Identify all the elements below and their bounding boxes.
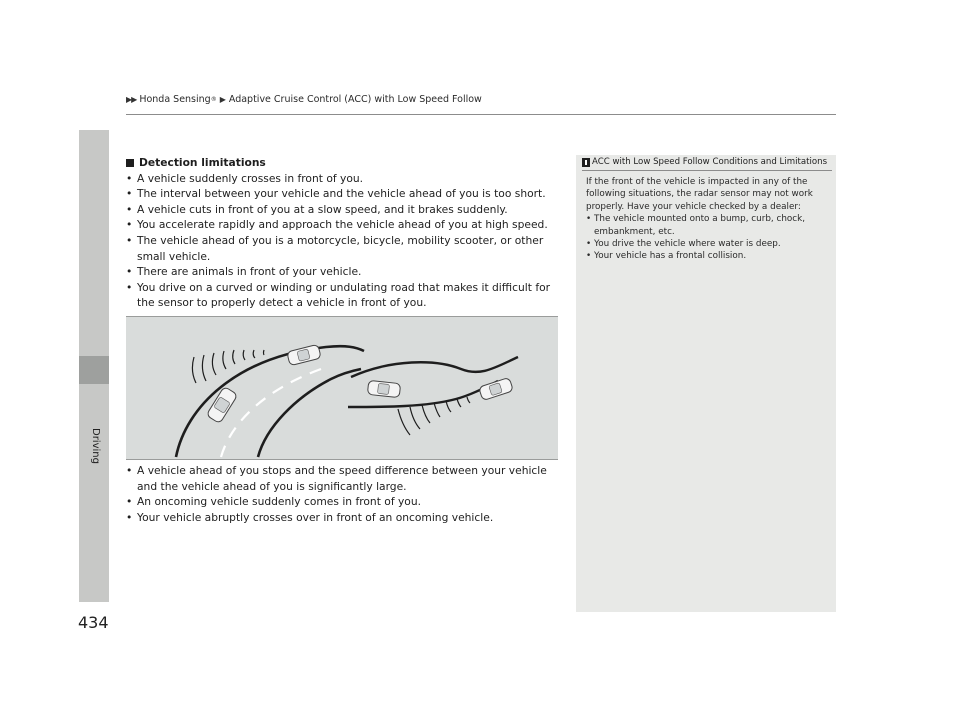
note-intro: If the front of the vehicle is impacted in any of the following situations, the radar sensor may not work properly. Have your vehicle checked by a dealer: (586, 177, 813, 212)
section-heading-text: Detection limitations (139, 156, 266, 169)
list-item: • The vehicle ahead of you is a motorcycle, bicycle, mobility scooter, or other small vehicle. (126, 233, 560, 264)
road-edge-inner (258, 369, 361, 457)
list-item: • A vehicle cuts in front of you at a slow speed, and it brakes suddenly. (126, 202, 560, 218)
header-divider (126, 114, 836, 115)
list-item: • A vehicle ahead of you stops and the speed difference between your vehicle and the vehicle ahead of you is significantly large. (126, 463, 560, 494)
page-number: 434 (78, 613, 109, 632)
list-item: • A vehicle suddenly crosses in front of you. (126, 171, 560, 187)
breadcrumb-arrow-icon: ▶▶ (126, 95, 137, 104)
vehicle-left-main (206, 386, 238, 423)
lane-marking (221, 369, 321, 457)
road-edge-outer (176, 346, 364, 457)
breadcrumb-level1[interactable]: Honda Sensing (139, 94, 211, 105)
note-title-text: ACC with Low Speed Follow Conditions and Limitations (592, 157, 828, 167)
road-edge-right-top (351, 357, 518, 377)
limitations-list-continued (126, 463, 560, 525)
vehicle-right-ahead (367, 380, 400, 397)
main-content-continued (126, 463, 560, 525)
list-item: • Your vehicle abruptly crosses over in front of an oncoming vehicle. (126, 510, 560, 526)
breadcrumb-level2[interactable]: Adaptive Cruise Control (ACC) with Low Speed Follow (228, 94, 482, 105)
vehicle-left-ahead (287, 344, 321, 365)
chapter-label: Driving (90, 428, 101, 464)
note-body (586, 176, 830, 263)
heading-square-icon (126, 159, 134, 167)
note-reference-icon (582, 158, 590, 167)
breadcrumb-separator-icon: ▶ (219, 95, 226, 104)
curved-road-illustration (126, 316, 558, 460)
list-item: • An oncoming vehicle suddenly comes in front of you. (126, 494, 560, 510)
list-item: • The interval between your vehicle and the vehicle ahead of you is too short. (126, 186, 560, 202)
note-title (582, 157, 832, 171)
list-item: • You drive on a curved or winding or undulating road that makes it difficult for the sensor to properly detect a vehicle in front of you. (126, 280, 560, 311)
note-list (586, 213, 830, 263)
chapter-side-tab-marker (79, 356, 109, 384)
main-content (126, 155, 560, 311)
road-diagram (126, 317, 558, 459)
note-sidebar (576, 155, 836, 612)
registered-mark: ® (210, 96, 217, 103)
breadcrumb (126, 94, 482, 105)
list-item: • The vehicle mounted onto a bump, curb, chock, embankment, etc. (586, 213, 830, 238)
list-item: • You accelerate rapidly and approach the vehicle ahead of you at high speed. (126, 217, 560, 233)
list-item: • There are animals in front of your vehicle. (126, 264, 560, 280)
section-heading (126, 155, 560, 171)
list-item: • Your vehicle has a frontal collision. (586, 250, 830, 262)
limitations-list (126, 171, 560, 311)
list-item: • You drive the vehicle where water is deep. (586, 238, 830, 250)
